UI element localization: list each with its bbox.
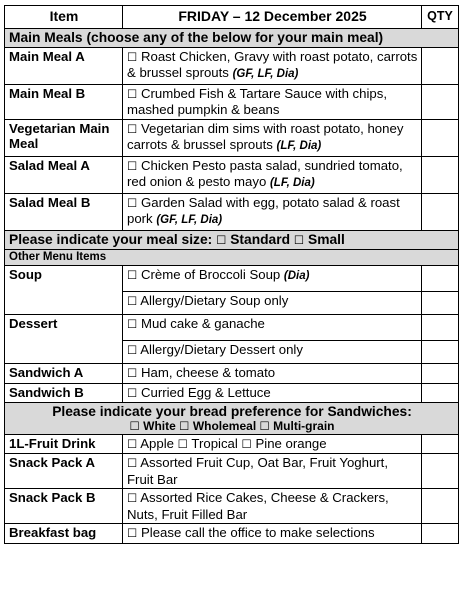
meal-size-standard: Standard	[230, 231, 291, 247]
sandwich-a-option[interactable]	[123, 364, 422, 384]
checkbox-icon[interactable]: ☐	[127, 268, 138, 282]
vegetarian-meal-row	[5, 119, 459, 156]
other-items-band	[5, 250, 459, 266]
dessert-option-1-qty[interactable]	[422, 315, 459, 341]
salad-meal-b-text: Garden Salad with egg, potato salad & roast pork	[127, 194, 400, 226]
header-item: Item	[5, 6, 123, 29]
bread-wholemeal: Wholemeal	[192, 418, 257, 433]
meal-size-prompt: Please indicate your meal size:	[9, 231, 213, 247]
soup-option-1-qty[interactable]	[422, 266, 459, 292]
dessert-option-2[interactable]	[123, 341, 422, 364]
checkbox-icon[interactable]: ☐	[127, 343, 138, 357]
checkbox-icon[interactable]: ☐	[241, 436, 252, 451]
meal-size-small: Small	[308, 231, 345, 247]
bread-multigrain: Multi-grain	[273, 418, 335, 433]
checkbox-icon[interactable]: ☐	[127, 385, 138, 400]
snack-b-text: Assorted Rice Cakes, Cheese & Crackers, Nuts, Fruit Filled Bar	[127, 490, 389, 522]
main-meal-a-text: Roast Chicken, Gravy with roast potato, carrots & brussel sprouts	[127, 48, 418, 80]
checkbox-icon[interactable]: ☐	[127, 195, 138, 210]
snack-a-label: Snack Pack A	[5, 454, 123, 489]
bread-row	[5, 403, 459, 435]
salad-meal-a-tags: (LF, Dia)	[269, 177, 315, 189]
breakfast-label: Breakfast bag	[5, 524, 123, 544]
header-day: FRIDAY – 12 December 2025	[123, 6, 422, 29]
main-meals-band	[5, 29, 459, 48]
checkbox-icon[interactable]: ☐	[127, 86, 138, 101]
vegetarian-meal-qty[interactable]	[422, 119, 459, 156]
sandwich-a-row	[5, 364, 459, 384]
snack-b-row	[5, 489, 459, 524]
sandwich-b-label: Sandwich B	[5, 383, 123, 403]
dessert-row-1	[5, 315, 459, 341]
salad-meal-b-row	[5, 193, 459, 230]
salad-meal-a-label: Salad Meal A	[5, 156, 123, 193]
snack-a-option[interactable]	[123, 454, 422, 489]
snack-a-row	[5, 454, 459, 489]
fruit-drink-apple: Apple	[140, 435, 174, 451]
dessert-option-2-text: Allergy/Dietary Dessert only	[140, 342, 303, 357]
checkbox-icon[interactable]: ☐	[127, 49, 138, 64]
main-meals-title: Main Meals (choose any of the below for your main meal)	[5, 29, 459, 48]
vegetarian-meal-text: Vegetarian dim sims with roast potato, honey carrots & brussel sprouts	[127, 120, 404, 152]
soup-option-2[interactable]	[123, 292, 422, 315]
main-meal-b-option[interactable]	[123, 84, 422, 119]
salad-meal-b-tags: (GF, LF, Dia)	[156, 214, 223, 226]
checkbox-icon[interactable]: ☐	[127, 366, 138, 380]
checkbox-icon[interactable]: ☐	[293, 232, 305, 247]
fruit-drink-label: 1L-Fruit Drink	[5, 434, 123, 454]
salad-meal-a-option[interactable]	[123, 156, 422, 193]
snack-b-label: Snack Pack B	[5, 489, 123, 524]
fruit-drink-tropical: Tropical	[191, 435, 238, 451]
main-meal-a-row	[5, 47, 459, 84]
fruit-drink-options[interactable]	[123, 434, 422, 454]
sandwich-b-row	[5, 383, 459, 403]
bread-prompt: Please indicate your bread preference for Sandwiches:	[52, 404, 412, 419]
checkbox-icon[interactable]: ☐	[179, 418, 190, 433]
checkbox-icon[interactable]: ☐	[127, 456, 138, 470]
main-meal-a-label: Main Meal A	[5, 47, 123, 84]
sandwich-a-label: Sandwich A	[5, 364, 123, 384]
checkbox-icon[interactable]: ☐	[127, 436, 138, 451]
header-qty: QTY	[422, 6, 459, 29]
breakfast-row	[5, 524, 459, 544]
salad-meal-a-qty[interactable]	[422, 156, 459, 193]
main-meal-b-qty[interactable]	[422, 84, 459, 119]
menu-order-form	[4, 5, 459, 544]
checkbox-icon[interactable]: ☐	[127, 158, 138, 173]
soup-option-2-text: Allergy/Dietary Soup only	[140, 293, 289, 308]
checkbox-icon[interactable]: ☐	[127, 491, 138, 505]
checkbox-icon[interactable]: ☐	[127, 317, 138, 331]
breakfast-option[interactable]	[123, 524, 422, 544]
snack-a-text: Assorted Fruit Cup, Oat Bar, Fruit Yoghurt, Fruit Bar	[127, 455, 388, 487]
main-meal-b-row	[5, 84, 459, 119]
soup-option-1[interactable]	[123, 266, 422, 292]
main-meal-a-tags: (GF, LF, Dia)	[232, 68, 299, 80]
fruit-drink-pine-orange: Pine orange	[255, 435, 327, 451]
fruit-drink-row	[5, 434, 459, 454]
vegetarian-meal-label: Vegetarian Main Meal	[5, 119, 123, 156]
fruit-drink-qty[interactable]	[422, 434, 459, 454]
main-meal-a-option[interactable]	[123, 47, 422, 84]
checkbox-icon[interactable]: ☐	[216, 232, 227, 247]
other-items-title: Other Menu Items	[5, 250, 459, 266]
salad-meal-a-row	[5, 156, 459, 193]
meal-size-row	[5, 230, 459, 250]
meal-size-band	[5, 230, 459, 250]
breakfast-text: Please call the office to make selections	[140, 525, 375, 540]
bread-options	[9, 420, 455, 433]
bread-white: White	[143, 418, 176, 433]
main-meal-a-qty[interactable]	[422, 47, 459, 84]
soup-label: Soup	[5, 266, 123, 315]
soup-row-1	[5, 266, 459, 292]
sandwich-b-option[interactable]	[123, 383, 422, 403]
soup-option-1-tags: (Dia)	[283, 270, 310, 282]
vegetarian-meal-option[interactable]	[123, 119, 422, 156]
checkbox-icon[interactable]: ☐	[129, 418, 140, 433]
soup-option-1-text: Crème of Broccoli Soup	[140, 267, 281, 282]
dessert-option-1[interactable]	[123, 315, 422, 341]
salad-meal-b-option[interactable]	[123, 193, 422, 230]
checkbox-icon[interactable]: ☐	[127, 294, 138, 308]
main-meal-b-label: Main Meal B	[5, 84, 123, 119]
dessert-option-2-qty[interactable]	[422, 341, 459, 364]
main-meal-b-text: Crumbed Fish & Tartare Sauce with chips, mashed pumpkin & beans	[127, 85, 388, 117]
header-row	[5, 6, 459, 29]
checkbox-icon[interactable]: ☐	[177, 436, 188, 451]
checkbox-icon[interactable]: ☐	[259, 418, 270, 433]
dessert-label: Dessert	[5, 315, 123, 364]
snack-a-qty[interactable]	[422, 454, 459, 489]
sandwich-a-text: Ham, cheese & tomato	[140, 365, 276, 380]
dessert-option-1-text: Mud cake & ganache	[140, 316, 265, 331]
snack-b-qty[interactable]	[422, 489, 459, 524]
salad-meal-a-text: Chicken Pesto pasta salad, sundried tomato, red onion & pesto mayo	[127, 157, 403, 189]
bread-band	[5, 403, 459, 435]
vegetarian-meal-tags: (LF, Dia)	[276, 140, 322, 152]
soup-option-2-qty[interactable]	[422, 292, 459, 315]
breakfast-qty[interactable]	[422, 524, 459, 544]
snack-b-option[interactable]	[123, 489, 422, 524]
salad-meal-b-qty[interactable]	[422, 193, 459, 230]
sandwich-a-qty[interactable]	[422, 364, 459, 384]
salad-meal-b-label: Salad Meal B	[5, 193, 123, 230]
checkbox-icon[interactable]: ☐	[127, 526, 138, 540]
sandwich-b-text: Curried Egg & Lettuce	[140, 384, 271, 400]
checkbox-icon[interactable]: ☐	[127, 121, 138, 136]
sandwich-b-qty[interactable]	[422, 383, 459, 403]
